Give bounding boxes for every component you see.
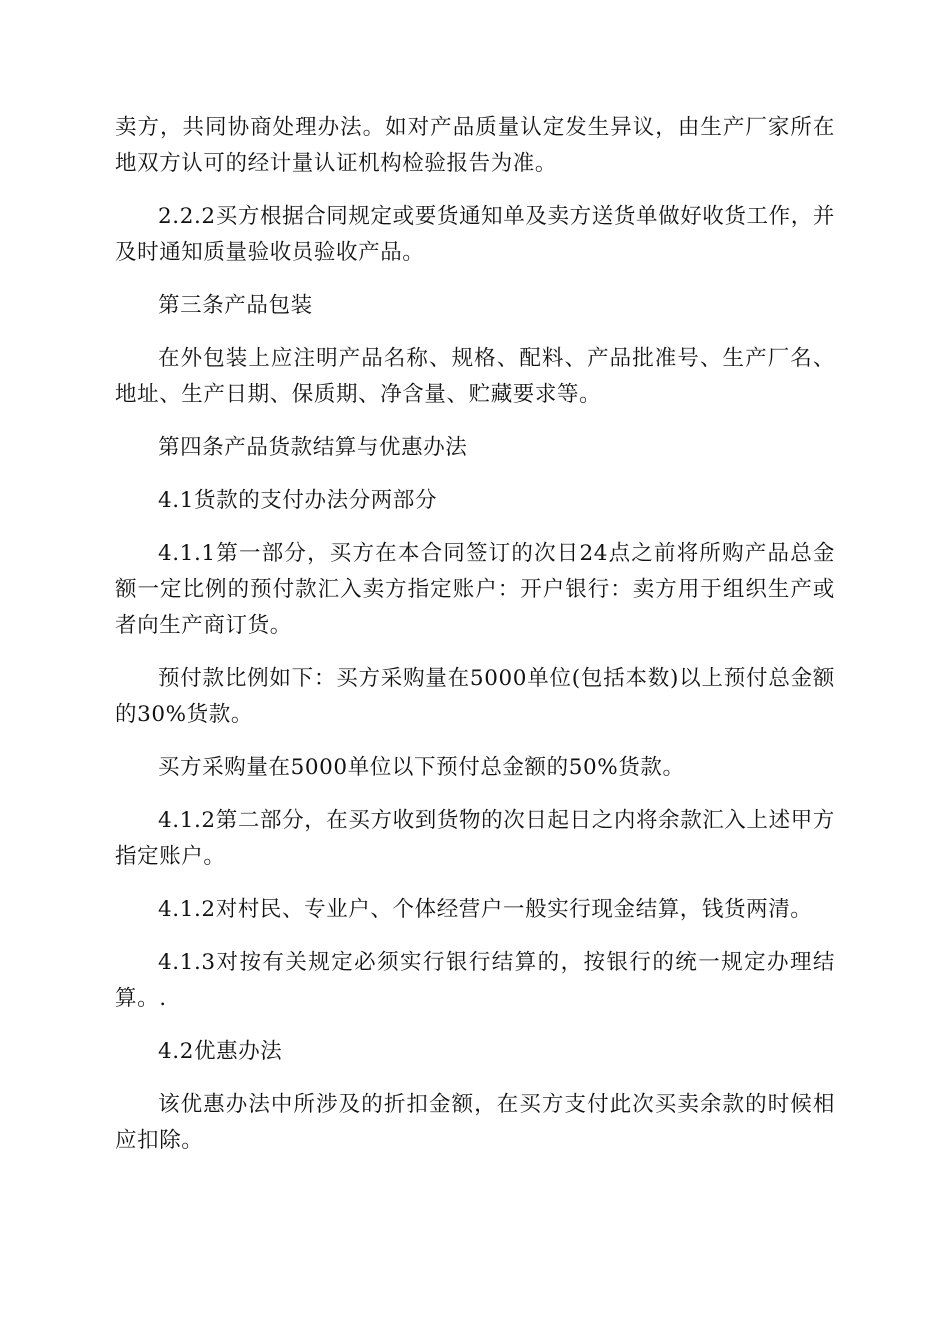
heading-4-2: 4.2优惠办法: [158, 1039, 283, 1064]
document-body: [115, 110, 835, 1176]
paragraph-4-1-2-second-part: 4.1.2第二部分，在买方收到货物的次日起日之内将余款汇入上述甲方指定账户。: [115, 808, 835, 869]
paragraph-4-1-3: 4.1.3对按有关规定必须实行银行结算的，按银行的统一规定办理结算。.: [115, 950, 835, 1011]
paragraph-prepayment-below: 买方采购量在5000单位以下预付总金额的50%货款。: [158, 755, 685, 780]
paragraph-packaging: 在外包装上应注明产品名称、规格、配料、产品批准号、生产厂名、地址、生产日期、保质期、净含量、贮藏要求等。: [115, 346, 835, 407]
paragraph-4-1-2-cash: 4.1.2对村民、专业户、个体经营户一般实行现金结算，钱货两清。: [158, 897, 813, 922]
heading-article-4: 第四条产品货款结算与优惠办法: [158, 435, 468, 460]
heading-article-3: 第三条产品包装: [158, 293, 313, 318]
paragraph-4-1-1: 4.1.1第一部分，买方在本合同签订的次日24点之前将所购产品总金额一定比例的预付款汇入卖方指定账户：开户银行：卖方用于组织生产或者向生产商订货。: [115, 541, 835, 638]
paragraph-prepayment-ratio: 预付款比例如下：买方采购量在5000单位(包括本数)以上预付总金额的30%货款。: [115, 666, 835, 727]
paragraph-continued: 卖方，共同协商处理办法。如对产品质量认定发生异议，由生产厂家所在地双方认可的经计量认证机构检验报告为准。: [115, 115, 835, 176]
heading-4-1: 4.1货款的支付办法分两部分: [158, 488, 438, 513]
paragraph-2-2-2: 2.2.2买方根据合同规定或要货通知单及卖方送货单做好收货工作，并及时通知质量验收员验收产品。: [115, 204, 835, 265]
paragraph-discount: 该优惠办法中所涉及的折扣金额，在买方支付此次买卖余款的时候相应扣除。: [115, 1092, 835, 1153]
